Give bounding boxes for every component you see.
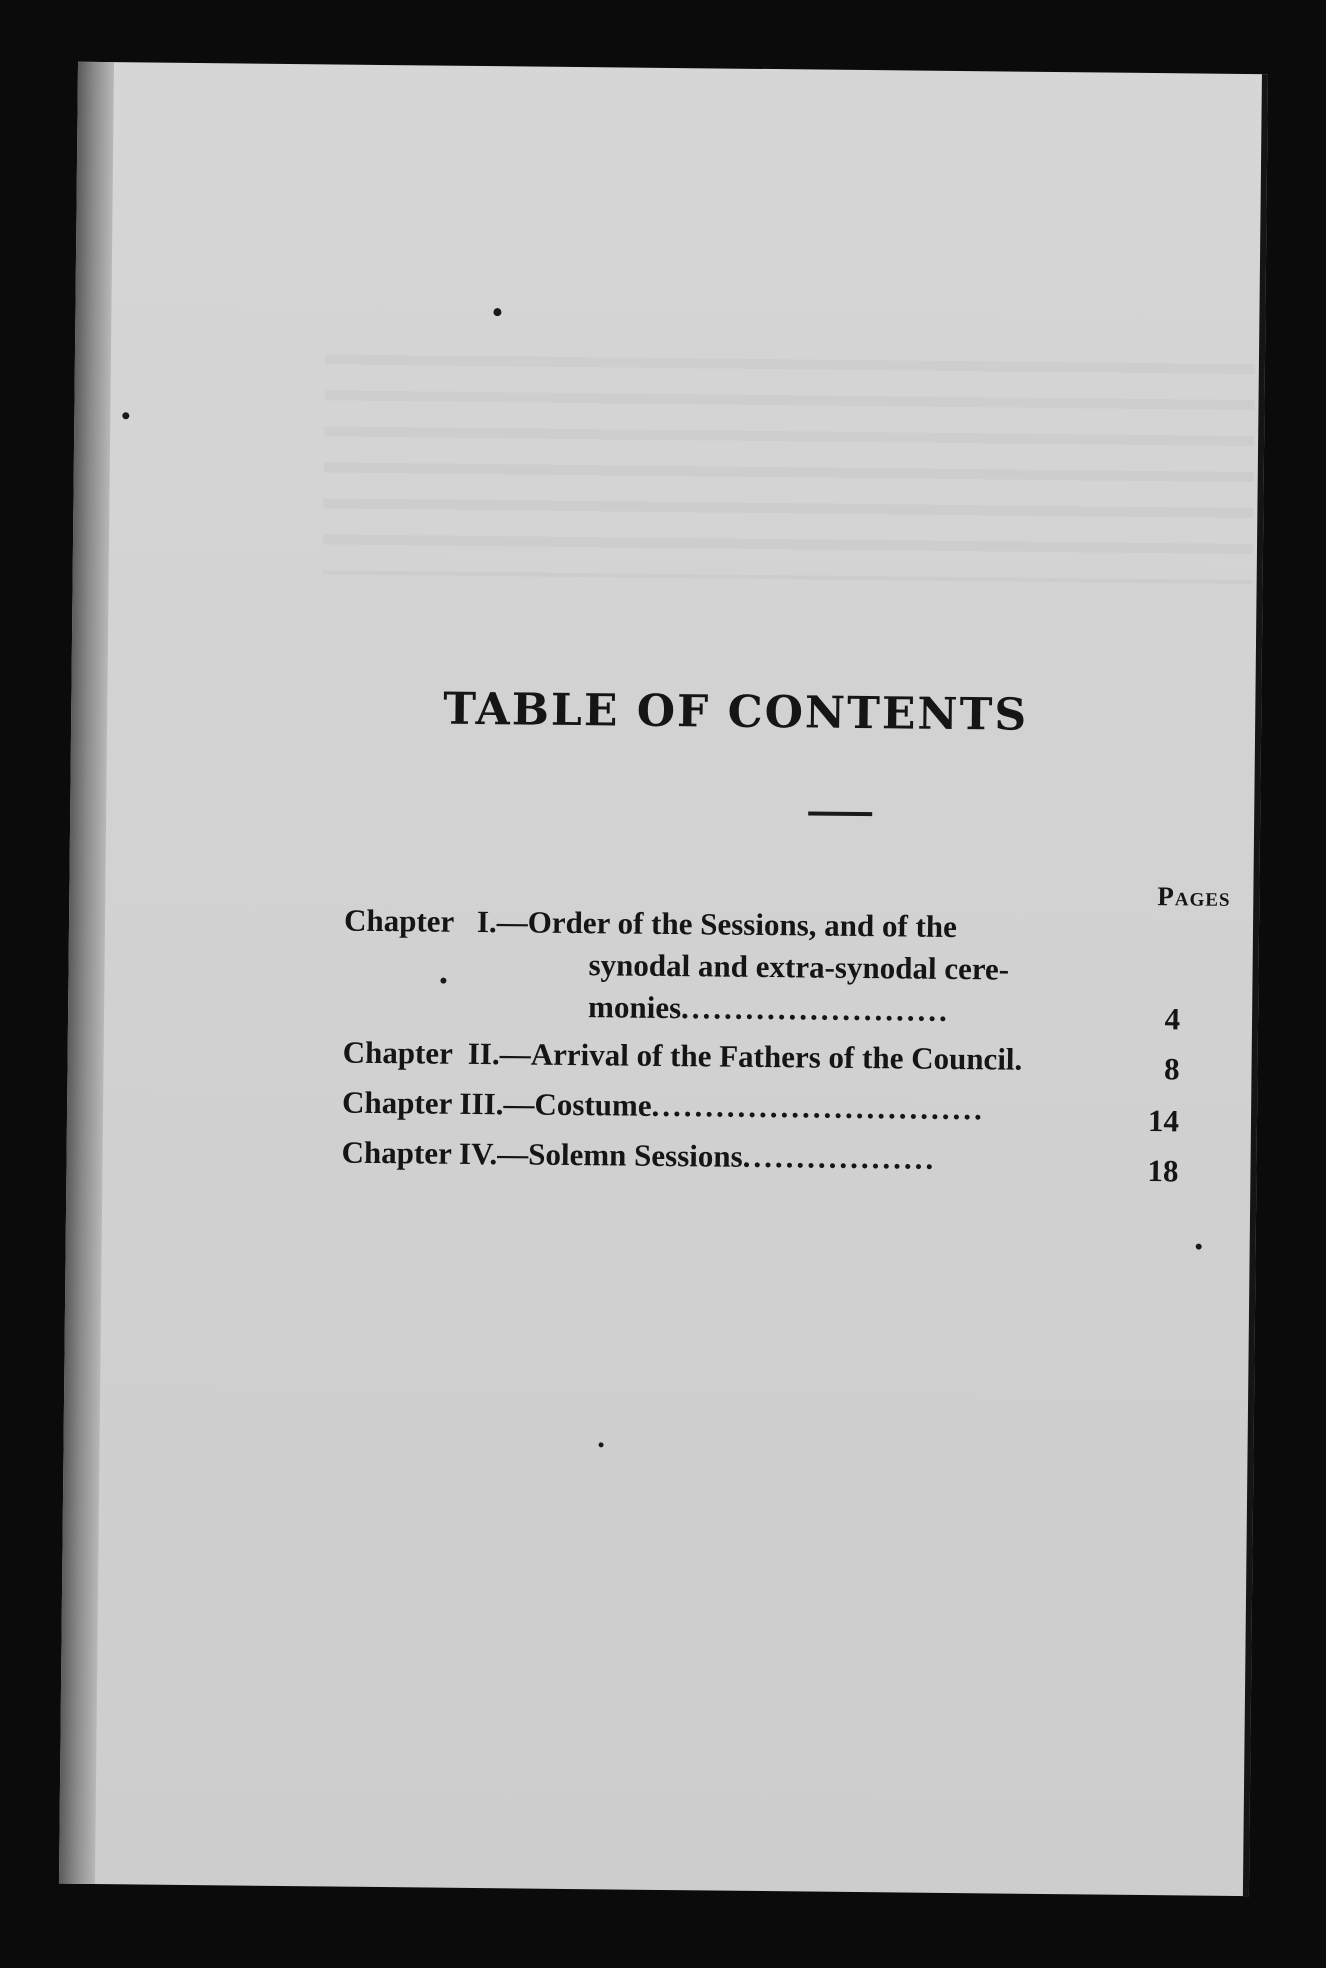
toc-entry-4-label: Chapter IV.—Solemn Sessions (341, 1134, 743, 1174)
dust-speck (599, 1442, 604, 1447)
leader-dots: .................. (742, 1138, 937, 1176)
toc-entry-3-page: 14 (1147, 1103, 1180, 1139)
show-through-text (323, 354, 1255, 584)
page-title: TABLE OF CONTENTS (443, 683, 1029, 741)
dust-speck (493, 308, 501, 316)
toc-entry-3 (342, 1085, 985, 1128)
book-page (59, 62, 1268, 1896)
pages-column-header: Pages (1157, 881, 1231, 912)
page-right-edge (1243, 74, 1268, 1896)
toc-entry-1-page: 4 (1164, 1001, 1181, 1037)
dust-speck (122, 412, 129, 419)
leader-dots: ......................... (680, 990, 951, 1028)
dust-speck (1196, 1244, 1202, 1250)
toc-entry-4-page: 18 (1147, 1153, 1179, 1189)
toc-entry-1-line-2: synodal and extra-synodal cere- (588, 947, 1010, 987)
dust-speck (440, 978, 446, 984)
toc-entry-4 (341, 1135, 936, 1177)
toc-entry-3-label: Chapter III.—Costume (341, 1084, 652, 1123)
toc-entry-2-page: 8 (1163, 1051, 1180, 1087)
leader-dots: ............................... (651, 1087, 986, 1127)
title-rule (808, 811, 872, 816)
toc-entry-1-line-3 (588, 989, 950, 1029)
page-spine-edge (59, 62, 114, 1884)
toc-entry-2: Chapter II.—Arrival of the Fathers of the Council. (342, 1034, 1023, 1077)
toc-entry-1-label: monies (587, 989, 682, 1026)
toc-entry-1-line-1: Chapter I.—Order of the Sessions, and of the (343, 902, 958, 945)
